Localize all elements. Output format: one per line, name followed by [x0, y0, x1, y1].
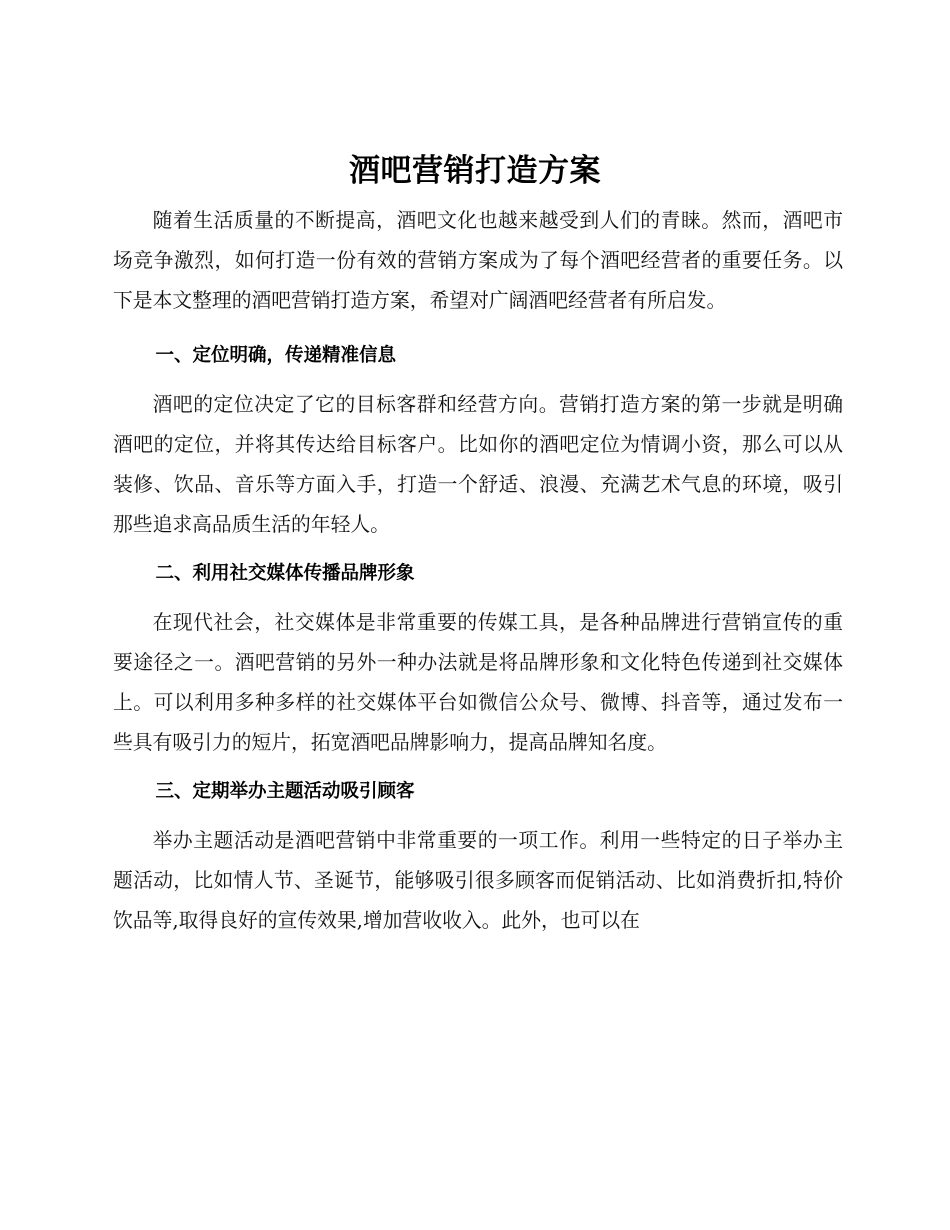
document-title: 酒吧营销打造方案: [349, 153, 601, 189]
section-heading-2: 二、利用社交媒体传播品牌形象: [155, 563, 415, 584]
section-heading-1: 一、定位明确，传递精准信息: [155, 345, 397, 366]
section-heading-3: 三、定期举办主题活动吸引顾客: [155, 781, 415, 802]
section-paragraph-2: 在现代社会，社交媒体是非常重要的传媒工具，是各种品牌进行营销宣传的重要途径之一。酒吧营销的另外一种办法就是将品牌形象和文化特色传递到社交媒体上。可以利用多种多样的社交媒体平台如微信公众号、微博、抖音等，通过发布一些具有吸引力的短片，拓宽酒吧品牌影响力，提高品牌知名度。: [113, 611, 843, 754]
intro-paragraph: 随着生活质量的不断提高，酒吧文化也越来越受到人们的青睐。然而，酒吧市场竞争激烈，如何打造一份有效的营销方案成为了每个酒吧经营者的重要任务。以下是本文整理的酒吧营销打造方案，希望对广阔酒吧经营者有所启发。: [113, 209, 843, 312]
section-paragraph-3: 举办主题活动是酒吧营销中非常重要的一项工作。利用一些特定的日子举办主题活动，比如情人节、圣诞节，能够吸引很多顾客而促销活动、比如消费折扣,特价饮品等,取得良好的宣传效果,增加营收收入。此外，也可以在: [113, 829, 843, 932]
document-body: [113, 201, 843, 941]
section-paragraph-1: 酒吧的定位决定了它的目标客群和经营方向。营销打造方案的第一步就是明确酒吧的定位，并将其传达给目标客户。比如你的酒吧定位为情调小资，那么可以从装修、饮品、音乐等方面入手，打造一个舒适、浪漫、充满艺术气息的环境，吸引那些追求高品质生活的年轻人。: [113, 393, 843, 536]
